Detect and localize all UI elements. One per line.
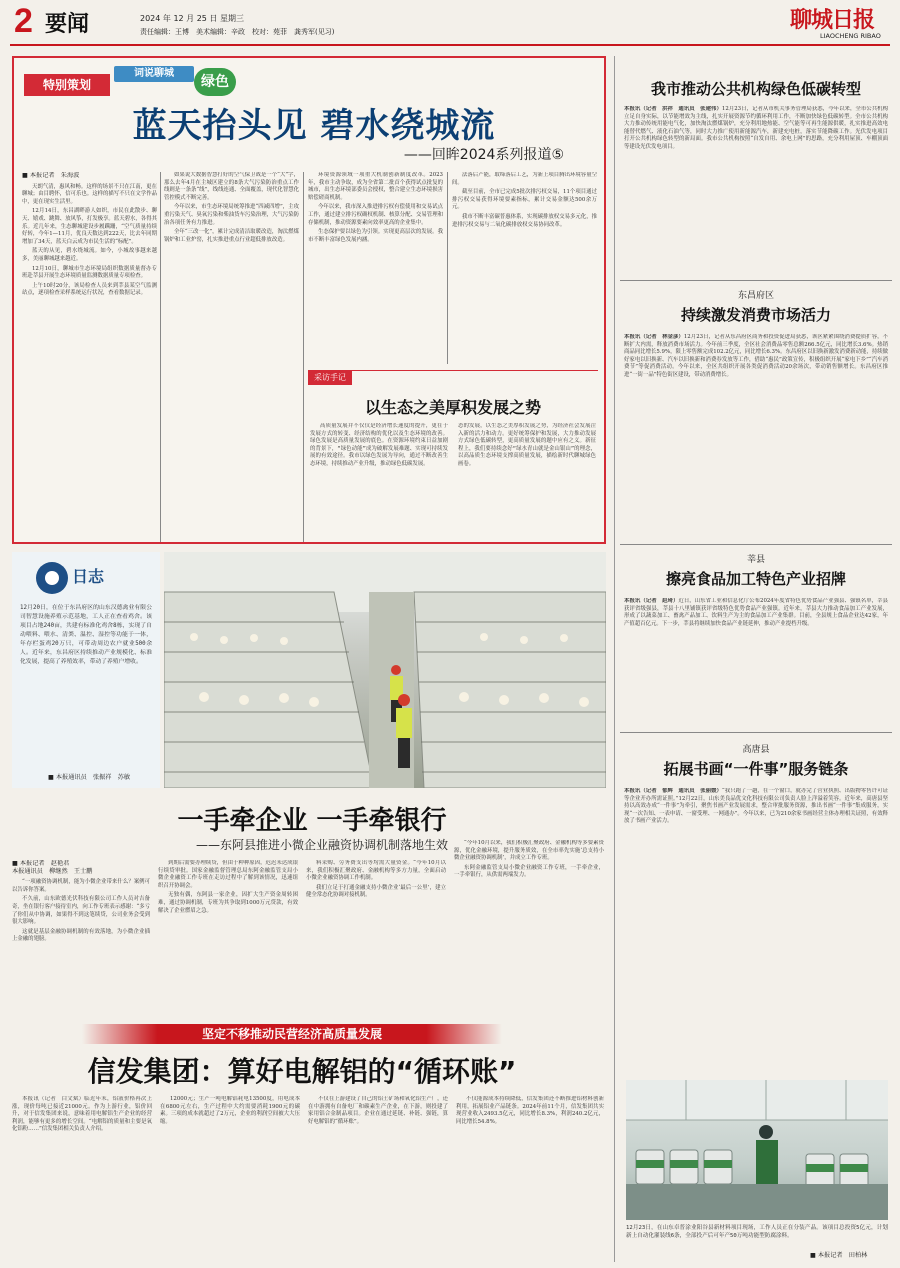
bank-paragraph: 到期后需要办理续贷，但由于种种原因，迟迟未达成银行续贷审批。国家金融监督管理总局东阿金融监管支局小微企业融资工作专班在走访过程中了解到该情况，迅速组织召开协调会。 (158, 860, 298, 889)
right-story-4 (620, 738, 892, 1074)
factory-illustration (626, 1080, 888, 1220)
right-story-byline: 本报讯（记者 洪祥 通讯员 张建伟） (624, 106, 722, 112)
xinfa-title: 信发集团：算好电解铝的“循环账” (87, 1055, 517, 1088)
right-story-kicker: 高唐县 (742, 745, 770, 755)
xinfa-paragraph: 不仅能源成本持续降低，信发集团还不断推进铝材料创新利用，拓展铝业产品链条。2024年前11个月，信发集团共实现营业收入2493.5亿元，同比增长8.3%，利润240.2亿元，同比增长54.8%。 (456, 1096, 604, 1125)
bank-byline-1: ■ 本报记者 赵艳君 (12, 860, 70, 867)
commentary-right: 态的发展，以生态之美厚积发展之势，为经济社会发展注入新的活力和动力。更好统筹保护和发展，大力推动发展方式绿色低碳转型，更高质量发展的题中应有之义。新征程上，我们要持续念好“绿水青山就是金山银山”的理念，以高品质生态环境支撑高质量发展，描绘新时代聊城绿色画卷。 (458, 423, 596, 467)
factory-photo (626, 1080, 888, 1220)
photo-caption: 12月20日，在位于东昌府区的山东汉德禽业有限公司智慧设施养殖示范基地，工人正在查看鸡舍。该项目占地240亩，共建有标准化鸡舍8栋，实现了自动喂料、喂水、清粪、温控、湿控等功能于一体，年存栏蛋鸡20万只，可带动周边农户就业500余人。近年来，东昌府区持续推动产业规模化、标准化发展，提高了养殖效率，带动了养殖户增收。 (20, 605, 152, 665)
photo-credit: ■ 本报通讯员 张振祥 苏敏 (48, 774, 131, 781)
xinfa-col-2 (160, 1096, 300, 1264)
right-story-byline: 本报讯（记者 赵琦） (624, 598, 679, 604)
feature-paragraph: 天朗气清，惠风和畅。这样的场景不只在江南，更在聊城；由目聘怀，信可乐也。这样的描写不只在文学作品中，更在现实生活里。 (22, 183, 157, 205)
paper-logo: 聊城日报 (790, 7, 875, 33)
bank-col-1 (12, 860, 150, 1006)
xinfa-paragraph: 本报讯（记者 白文斌）临近年末，铝液价格再次上涨，现价每吨已接近21000元。作为上游行业，铝价回升，对于信发集团来说，意味着用电解铝生产企业的经营利润，能够有更多的增长空间。“电解铝的质量和主要是氧化铝粉……”信发集团相关负责人介绍。 (12, 1096, 152, 1133)
bank-paragraph: 东阿金融监管支局小微企业融资工作专班，一手牵企业，一手牵银行，从供需两端发力。 (454, 864, 604, 879)
right-story-byline: 本报讯（记者 郁辉 通讯员 张丽媛） (624, 788, 722, 794)
feature-paragraph: 蓝天的从见，碧水绕城流。如今，小城故事越来越多，美丽聊城越来越近。 (22, 248, 157, 262)
poultry-farm-photo (164, 552, 606, 788)
right-story-byline: 本报讯（记者 林金彦） (624, 334, 684, 340)
feature-paragraph: 环境资源领域一项重大机制创新制度改革。2023年，我市主动争取，成为全省第二批首个获得试点批复的城市，出生态环境部委员会授权，整合建立生态环境损害赔偿磋商机制。 (308, 172, 443, 201)
bank-paragraph: 我们立足于打通金融支持小微企业‘最后一公里’，建立健全常态化协调对接机制。 (306, 884, 446, 899)
story-bank (12, 800, 606, 1008)
story-xinfa (12, 1016, 606, 1266)
xinfa-paragraph: 不仅在上游建设了自己的铝土矿场和氧化铝生产厂，还在中游拥有自备电厂和碳素生产企业，在下游，则投建了家用铝合金制品项目。企业在通过延链、补链、强链，算好电解铝的“循环账”。 (308, 1096, 448, 1125)
commentary-title: 以生态之美厚积发展之势 (364, 398, 541, 417)
feature-tag: 特别策划 (24, 74, 110, 96)
commentary-left: 高质量发展并不仅仅是经济增长速度的提升，更在于发展方式的转变、经济结构的优化以及生态环境的改善。绿色发展是高质量发展的底色。在资源环境约束日益加剧的背景下，“绿色动能”成为破解发展难题、实现可持续发展的有效途径。我市以绿色发展为导向，通过不断改善生态环境，持续推动产业升级，推动绿色低碳发展。 (310, 423, 448, 467)
right-column (620, 56, 892, 1262)
right-story-1 (620, 56, 892, 276)
right-story-body (624, 106, 888, 274)
feature-paragraph: 今年以来，我市深入推进排污权有偿使用和交易试点工作，通过建立排污权确权机制、核算分配、交易管理和存储机制，推动资源要素向效率更高的企业集中。 (308, 204, 443, 226)
feature-paragraph: 今年以来，市生态环境局统筹推进“四减四增”，主攻重污染天气、臭氧污染和柴油货车污染治理，大气污染防治各项任务有力推进。 (164, 204, 299, 226)
feature-paragraph: 上午10时20分，该局检查人员来到莘县某空气监测站点，逐项检查采样系统运行状况，查看数据记录。 (22, 282, 157, 297)
bank-paragraph: 这就是基层金融协调机制的有效落地，为小微企业插上金融的翅膀。 (12, 928, 150, 943)
bank-byline-2: 本报通讯员 柳继然 王士鹏 (12, 867, 93, 875)
factory-photo-credit: ■ 本报记者 田柏林 (810, 1252, 868, 1259)
masthead-rule (10, 44, 890, 46)
xinfa-banner (82, 1024, 502, 1044)
feature-box (12, 56, 606, 544)
right-story-text: 12月23日，记者从东昌府区商务和投资促进局获悉，该区紧紧围绕消费提质扩容，不断扩大内需，释放消费市场活力。今年前三季度，全区社会消费品零售总额266.5亿元，同比增长3.6%。热销商品同比增长5.9%，限上零售额完成102.2亿元，同比增长6.3%。东昌府区以旧换新激发消费新动能，持续做好家电以旧换新、汽车以旧换新和消费券发放等工作，借助“惠民”政策宣传，积极组织开展“家电下乡”“汽车消费节”等促消费活动。今年以来，全区共组织开展各类促消费活动20余场次，带动销售额增长。东昌府区推进“一街一品”特色街区建设，带动消费增长。 (624, 334, 888, 378)
right-story-title: 擦亮食品加工特色产业招牌 (665, 570, 846, 588)
feature-byline: ■ 本报记者 朱海波 (22, 172, 80, 179)
feature-paragraph: 全年“三改一化”，累计完成清洁取暖改造，淘汰燃煤锅炉和工业炉窑，扎实推进重点行业超低排放改造。 (164, 229, 299, 243)
column-name: 词说聊城 (114, 66, 194, 82)
feature-title: 蓝天抬头见 碧水绕城流 (132, 106, 496, 146)
story-divider (620, 544, 892, 545)
feature-paragraph: 12月14日，东昌湖畔游人如织，市民在此散步、聊天、嬉戏、跳舞、放风筝，打发极享。蓝天碧水，各得其乐。近几年来，生态聊城建设步履蹒跚，“空气质量持续好转，今年1—11月，优良天数达到222天，比去年同期增加了34天，蓝天白云成为市民生活的“标配”。 (22, 208, 157, 245)
feature-subtitle: ——回眸2024系列报道⑤ (403, 147, 564, 163)
feature-paragraph: 12月10日，聊城市生态环境局组织数据质量督办专班赴莘县开展生态环境质量监测数据质量专项检查。 (22, 265, 157, 280)
story-divider (620, 732, 892, 733)
column-divider (303, 172, 304, 542)
story-divider (620, 280, 892, 281)
feature-col-2 (164, 172, 299, 542)
right-column-divider (614, 56, 615, 1262)
feature-paragraph: 如果说大数据智慧打好的空气保卫战是一个“大”字，那么去年4月在主城区建立的8条大气污染防治重点工作线则是一条条“线”，线线连通、全面覆盖，现代化智慧化管控模式不断完善。 (164, 172, 299, 201)
feature-paragraph: 生态保护要以绿色为引领。实现更高层次的发展。我市不断丰富绿色发展内涵。 (308, 229, 443, 243)
feature-paragraph: 法落后产能，取缔落后工艺，为新上项目腾出环境容量空间。 (452, 172, 597, 186)
xinfa-col-3 (308, 1096, 448, 1264)
bank-col-4 (454, 840, 604, 1006)
commentary-box (308, 370, 598, 541)
bank-paragraph: “一项融资协调机制，能为小微企业带来什么？案例可以告诉你答案。 (12, 879, 150, 893)
xinfa-col-4 (456, 1096, 604, 1264)
camera-icon (32, 558, 120, 598)
right-story-kicker: 东昌府区 (737, 291, 774, 301)
column-badge: 绿色 (194, 68, 236, 96)
bank-col-2 (158, 860, 298, 1006)
bank-paragraph: “今年10月以来，我们积极汇聚政府、金融机构等多要素资源，优化金融环境，提升服务质效，在全市率先实施‘总支持小微企业融资协调机制’，并成立工作专班。 (454, 840, 604, 862)
xinfa-paragraph: 12000元；生产一吨电解铝耗电13500度，用电成本在6800元左右，生产过程中大约需要消耗1900元的碳素。三项的成本就超过了2万元，企业的利润空间被大大压缩。 (160, 1096, 300, 1125)
photo-caption-box (12, 552, 160, 788)
svg-text:日志: 日志 (72, 567, 105, 586)
section-title: 要闻 (45, 12, 90, 37)
right-story-text: 12月23日，记者从市机关事务管理局获悉，今年以来，全市公共机构立足自身实际，以节能增效为主线，扎实开展资源节约循环利用工作，不断加快绿色低碳转型。全市公共机构大力推动传统用能电气化，加快淘汰燃煤锅炉，充分利用地热能、空气能等可再生能源供暖，扎实推进高效电能替代燃气、液化石油气等，同时大力推广使用新能源汽车，新建充电桩，落实节能降碳工作。光伏发电项目打开公共机构绿色转型的新局面。我市公共机构按照“自发自用、余电上网”的思路，充分利用屋顶、车棚顶面等建设光伏发电项目。 (624, 106, 888, 150)
bank-paragraph: 料采购、劳务费支出等均需大量资金。“今年10月以来，我们积极汇聚政府、金融机构等多方力量，全面启动小微企业融资协调工作机制。 (306, 860, 446, 882)
xinfa-banner-text: 坚定不移推动民营经济高质量发展 (201, 1027, 382, 1041)
editors-line: 责任编辑：王博 美术编辑：辛政 校对：苑菲 龚秀军(见习) (140, 28, 335, 36)
bank-title: 一手牵企业 一手牵银行 (177, 806, 447, 836)
bank-col-3 (306, 860, 446, 1006)
feature-col-4 (452, 172, 597, 364)
right-story-2 (620, 286, 892, 540)
paper-name-en: LIAOCHENG RIBAO (820, 32, 881, 40)
feature-paragraph: 我市不断丰富碳普惠体系，实现碳排放权交易多元化，推进排污权交易与二氧化碳排放权交易协同改革。 (452, 213, 597, 228)
xinfa-col-1 (12, 1096, 152, 1264)
bank-paragraph: 无独有偶，东阿县一家企业，因扩大生产资金周转困难，通过协调机制，专班为其争取到1000万元贷款，有效解决了企业燃眉之急。 (158, 892, 298, 914)
feature-paragraph: 截至目前，全市已完成5批次排污权交易，11个项目通过排污权交易获得环境要素指标，累计交易金额达500余万元。 (452, 189, 597, 211)
factory-photo-caption: 12月23日，在山东卓普涂业阳谷县新材料项目现场，工作人员正在分装产品。该项目总投资5亿元，计划新上自动化灌装线6条，全部投产后可年产50万吨功能型防腐涂料。 (626, 1225, 888, 1240)
page-number: 2 (14, 2, 33, 40)
column-divider (160, 172, 161, 542)
right-story-title: 拓展书画“一件事”服务链条 (663, 760, 849, 778)
date-line: 2024 年 12 月 25 日 星期三 (140, 14, 244, 23)
commentary-label: 采访手记 (308, 370, 352, 385)
right-story-text: “我只跑了一趟，在一个窗口，就办完了营业执照、出版物零售许可证等企业开办所需证照。”12月22日，山东美良品优文化科技有限公司负责人脸上洋溢着笑容。近年来，高唐县坚持以高效办成“一件事”为牵引，聚焦书画产业发展需求，整合审批服务资源，推出书画“一件事”集成服务，实现“一次告知、一表申请、一窗受理、一网通办”。今年以来，已为210余家书画经营主体办理相关证照，有效释放了书画产业活力。 (624, 788, 888, 825)
right-story-title: 持续激发消费市场活力 (680, 306, 831, 324)
right-story-body (624, 788, 888, 1060)
masthead (0, 0, 900, 44)
jiri-logo (32, 558, 120, 598)
column-divider (447, 172, 448, 364)
photo-feature (12, 552, 606, 788)
right-story-kicker: 莘县 (746, 555, 765, 565)
bank-subtitle: ——东阿县推进小微企业融资协调机制落地生效 (195, 838, 448, 852)
bank-paragraph: 不久前，山东欧德光伏科技有限公司工作人员对吉备奇，坐在银行客户接待室内，向工作专班表示感谢：“多亏了你们从中协调，如果得不到这笔续贷，公司业务会受到很大影响。 (12, 896, 150, 926)
feature-col-1 (22, 172, 157, 542)
farm-illustration (164, 552, 606, 788)
right-story-body (624, 334, 888, 538)
feature-col-3 (308, 172, 443, 364)
right-story-title: 我市推动公共机构绿色低碳转型 (650, 80, 861, 98)
right-story-text: 近日，山东省工业和信息化厅公布2024年度省特色优势食品产业强县、强镇名单，莘县获评省级强县，莘县十八里铺镇获评省级特色优势食品产业强镇。近年来，莘县大力推动食品加工产业发展，形成了以蔬菜加工、畜禽产品加工、饮料生产为主的食品加工产业集群。目前，全县规上食品企业达42家，年产值超百亿元。下一步，莘县将继续加快食品产业链延伸，推动产业提档升级。 (624, 598, 888, 627)
